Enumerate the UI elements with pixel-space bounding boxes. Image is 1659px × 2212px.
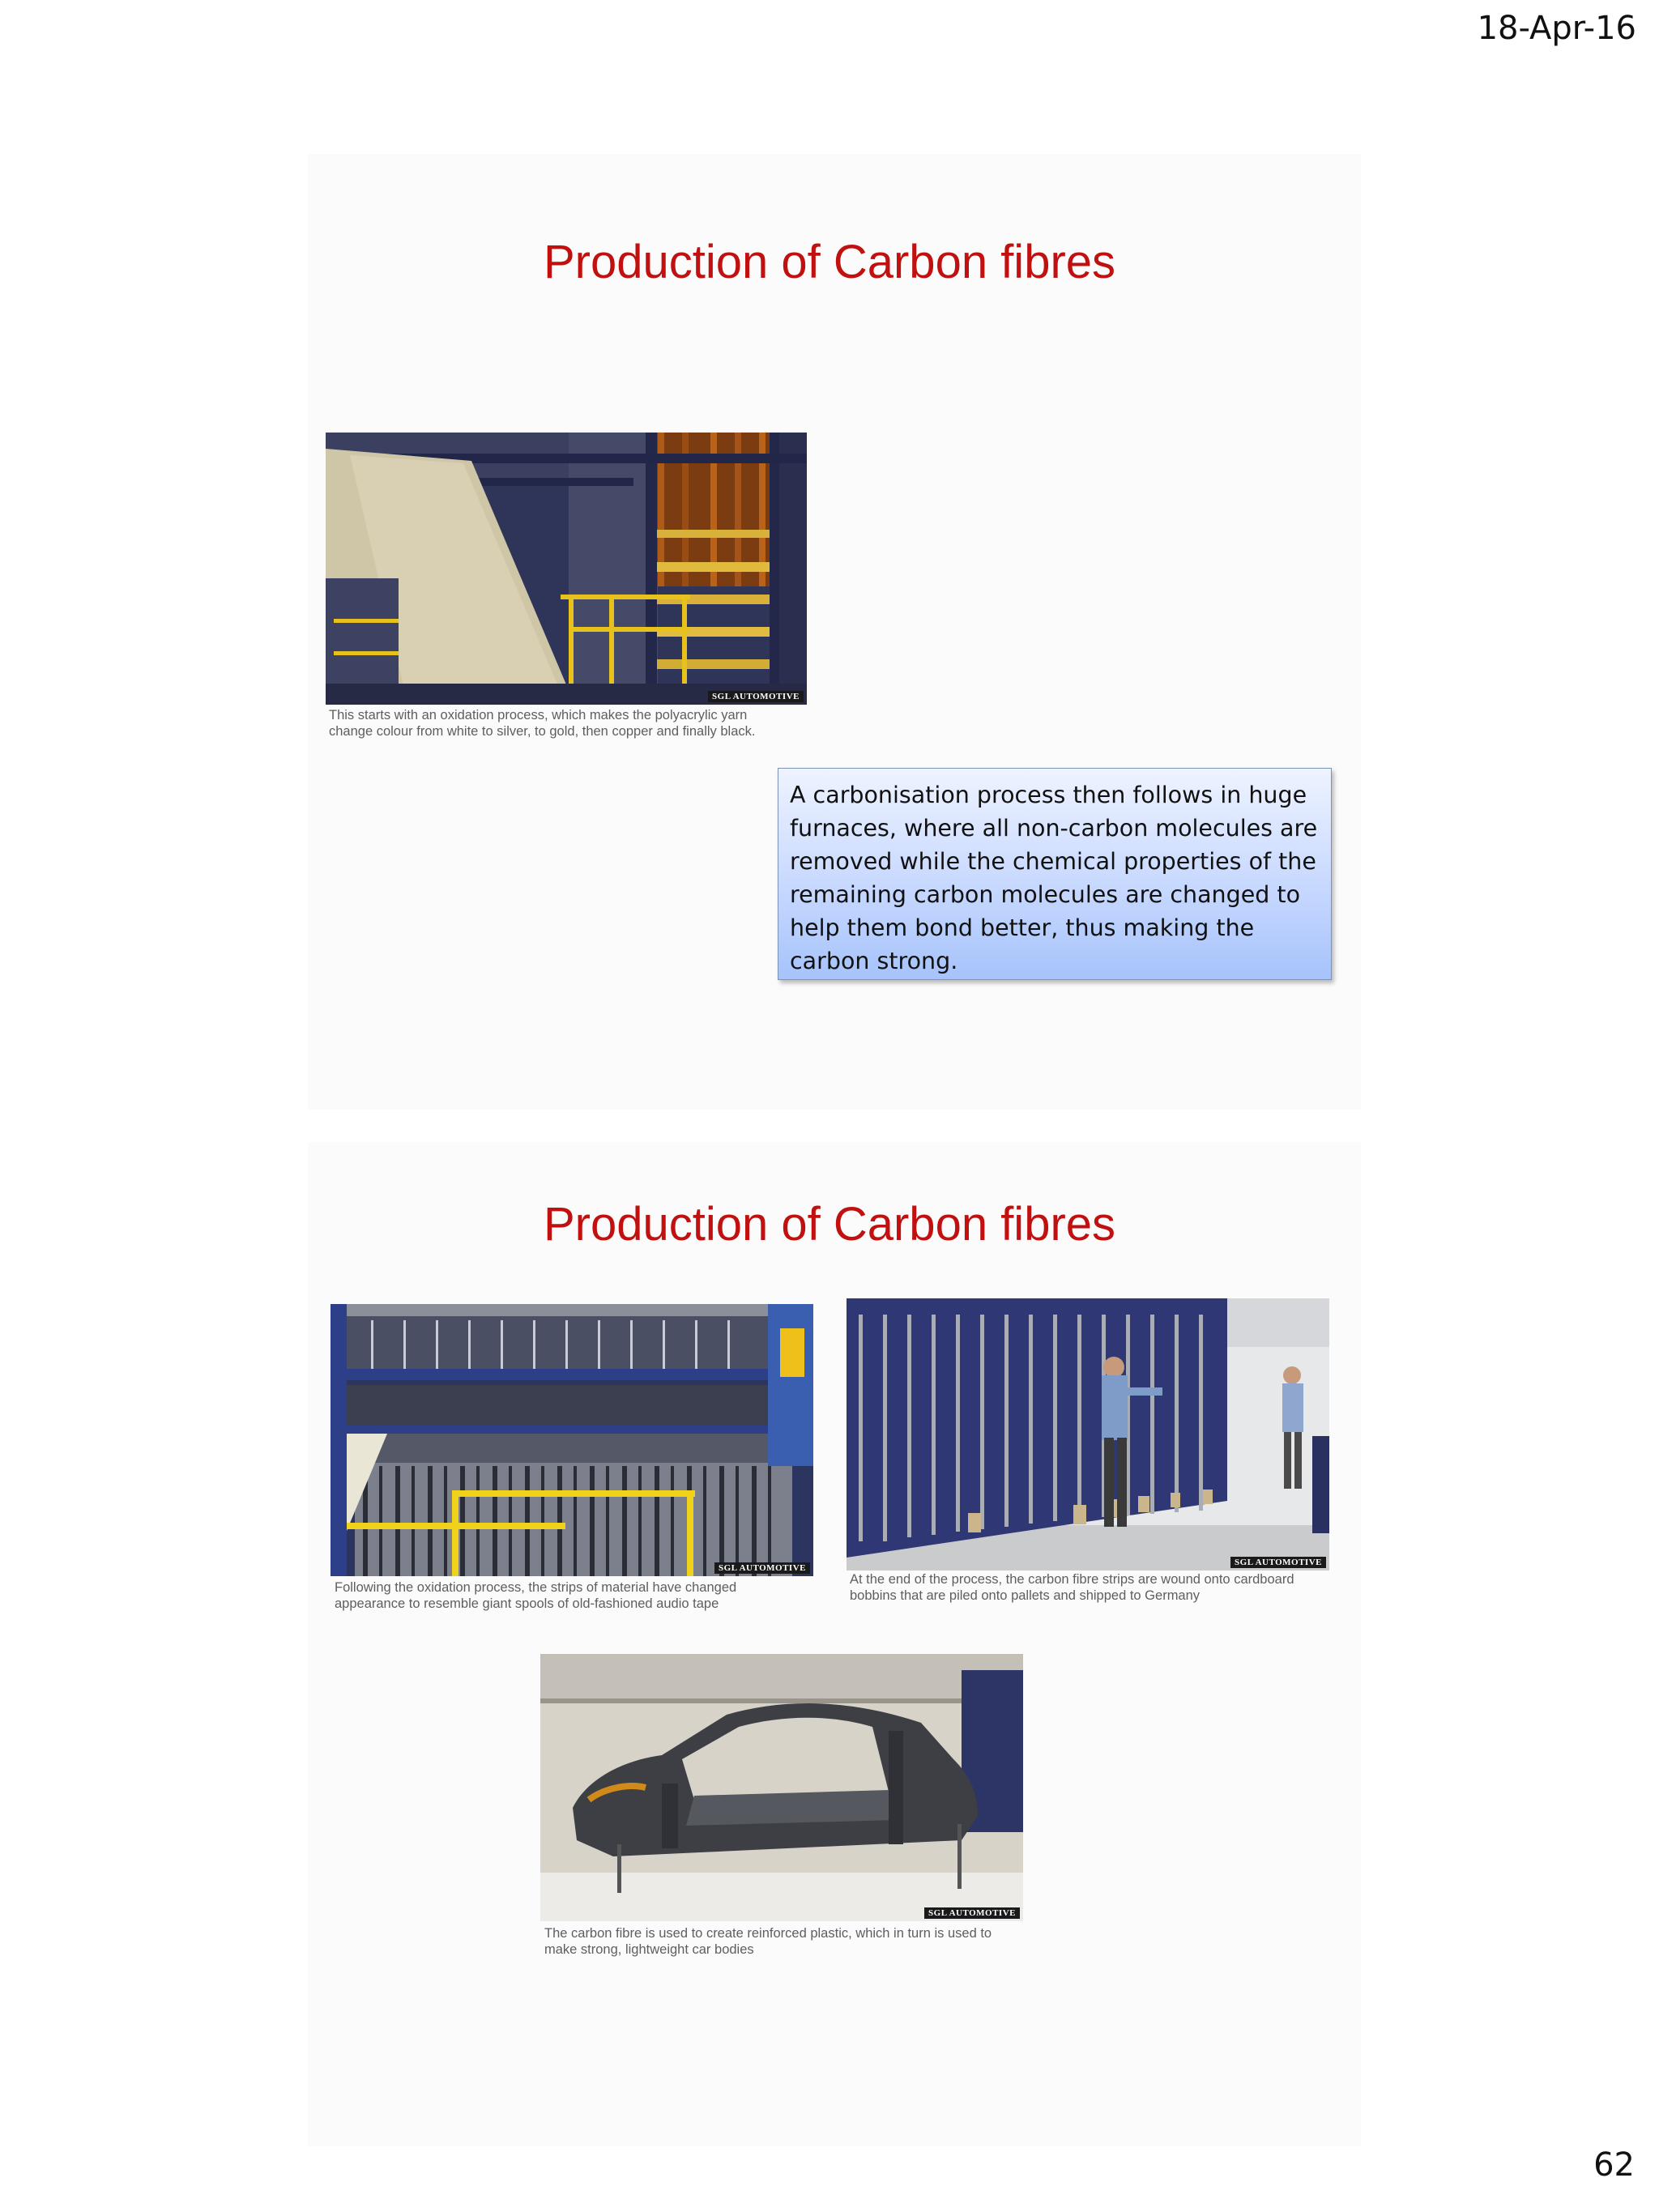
page-number: 62: [1593, 2146, 1635, 2184]
caption-line: appearance to resemble giant spools of old-fashioned audio tape: [335, 1596, 719, 1611]
oxidation-caption: [329, 707, 755, 739]
photo-watermark: SGL AUTOMOTIVE: [714, 1562, 810, 1574]
oxidation-photo: [326, 433, 807, 705]
caption-line: change colour from white to silver, to gold, then copper and finally black.: [329, 724, 756, 739]
photo-watermark: SGL AUTOMOTIVE: [1230, 1557, 1326, 1568]
spools-photo: [331, 1304, 813, 1576]
carbonisation-callout: A carbonisation process then follows in huge furnaces, where all non-carbon molecules are removed while the chemical properties of the remaining carbon molecules are changed to help them bond better, thus making the carbon strong.: [778, 768, 1332, 980]
caption-line: make strong, lightweight car bodies: [544, 1942, 754, 1957]
spools-caption: [335, 1579, 736, 1612]
caption-line: This starts with an oxidation process, which makes the polyacrylic yarn: [329, 708, 748, 722]
caption-line: The carbon fibre is used to create reinforced plastic, which in turn is used to: [544, 1926, 992, 1941]
header-date: 18-Apr-16: [1477, 10, 1636, 47]
bobbins-caption: [850, 1571, 1294, 1604]
caption-line: Following the oxidation process, the strips of material have changed: [335, 1580, 737, 1595]
caption-line: bobbins that are piled onto pallets and shipped to Germany: [850, 1588, 1201, 1603]
slide-2-title: Production of Carbon fibres: [543, 1198, 1116, 1251]
bobbins-photo: [847, 1298, 1329, 1571]
photo-watermark: SGL AUTOMOTIVE: [924, 1907, 1020, 1919]
car-body-photo: [540, 1654, 1023, 1921]
slide-2-background: [308, 1142, 1361, 2146]
car-body-caption: [544, 1925, 992, 1958]
caption-line: At the end of the process, the carbon fibre strips are wound onto cardboard: [850, 1572, 1294, 1587]
photo-watermark: SGL AUTOMOTIVE: [708, 691, 804, 702]
slide-1-title: Production of Carbon fibres: [543, 236, 1116, 288]
